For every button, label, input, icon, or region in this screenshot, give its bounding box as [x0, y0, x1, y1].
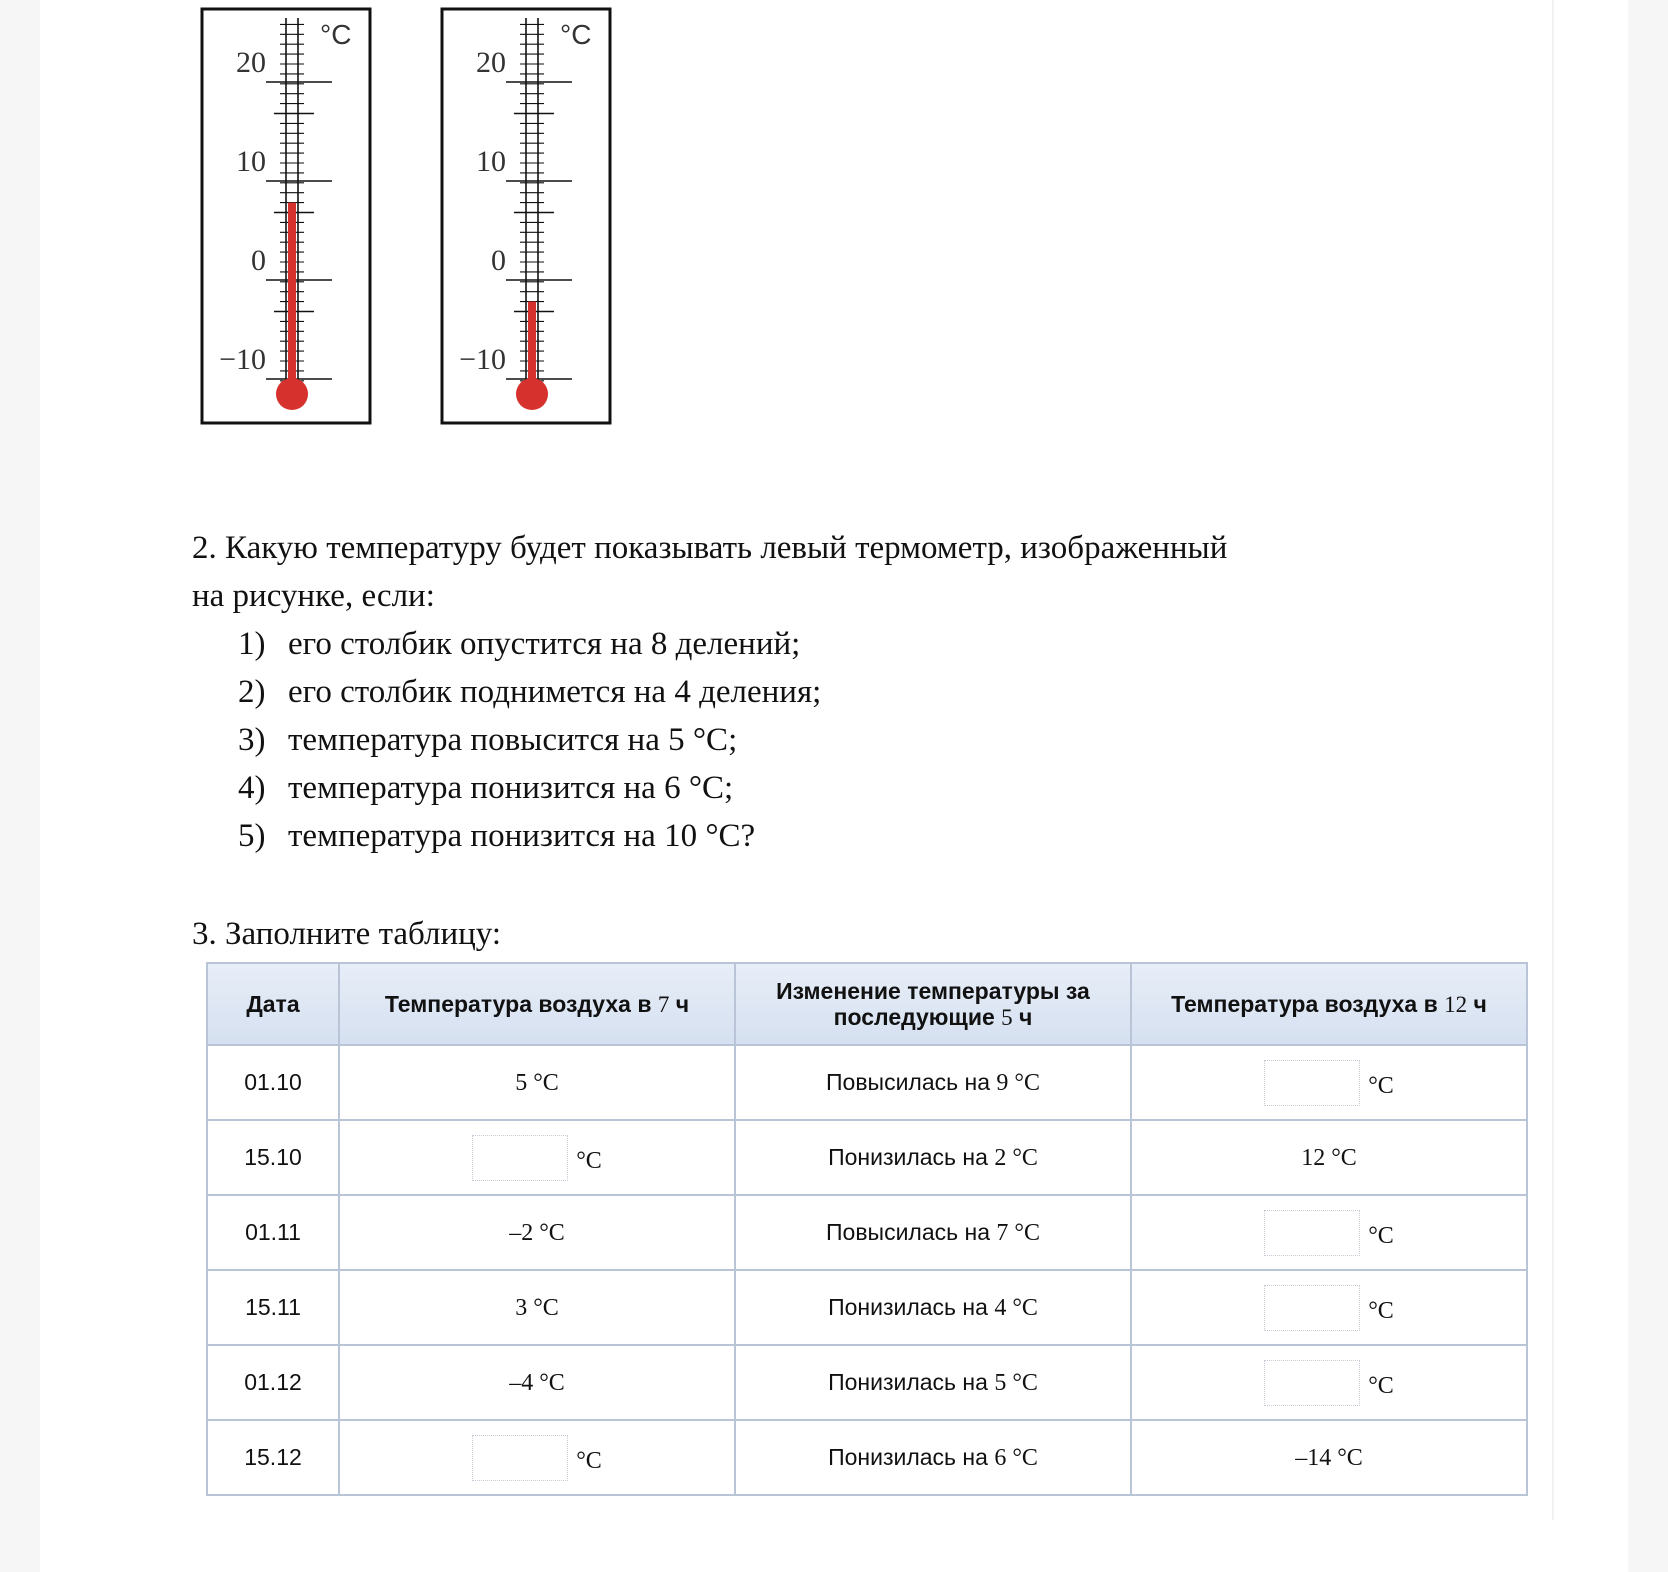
- cell-date: [207, 1270, 339, 1345]
- unit-label: °С: [1368, 1073, 1394, 1099]
- header-change: [735, 963, 1131, 1045]
- question-3-title: 3. Заполните таблицу:: [192, 916, 502, 952]
- table-row: [207, 1345, 1527, 1420]
- question-2-line-1: 2. Какую температуру будет показывать левый термометр, изображенный: [192, 530, 1228, 566]
- cell-change: [735, 1120, 1131, 1195]
- answer-box: [1264, 1060, 1394, 1106]
- header-temp-12h: [1131, 963, 1527, 1045]
- answer-input[interactable]: [472, 1135, 568, 1181]
- item-number: 1): [238, 626, 266, 662]
- cell-change: [735, 1420, 1131, 1495]
- table-row: [207, 1195, 1527, 1270]
- header-text: последующие: [833, 1003, 1002, 1030]
- date-value: 15.10: [244, 1144, 302, 1170]
- question-2-item: [192, 668, 1227, 716]
- question-2-item: [192, 764, 1227, 812]
- change-word: Понизилась на: [828, 1143, 995, 1170]
- answer-input[interactable]: [472, 1435, 568, 1481]
- table-header-row: [207, 963, 1527, 1045]
- header-text: ч: [1467, 990, 1487, 1017]
- cell-change: [735, 1270, 1131, 1345]
- question-2: [192, 524, 1227, 860]
- change-value: 7 °С: [996, 1219, 1040, 1246]
- unit-label: °С: [1368, 1298, 1394, 1324]
- cell-temp-7h: [339, 1270, 735, 1345]
- header-text: ч: [1012, 1003, 1033, 1030]
- temp-7h-value: 5 °С: [515, 1069, 559, 1096]
- table-row: [207, 1270, 1527, 1345]
- table-body: [207, 1045, 1527, 1495]
- change-word: Повысилась на: [826, 1068, 997, 1095]
- scale-label: 0: [251, 244, 266, 277]
- temp-7h-value: –4 °С: [509, 1369, 565, 1396]
- cell-temp-12h: [1131, 1420, 1527, 1495]
- temperature-table-wrap: [206, 962, 1528, 1496]
- temp-7h-value: –2 °С: [509, 1219, 565, 1246]
- item-text: температура понизится на 10 °С?: [288, 818, 756, 854]
- cell-date: [207, 1045, 339, 1120]
- answer-input[interactable]: [1264, 1060, 1360, 1106]
- item-number: 5): [238, 818, 266, 854]
- scale-label: 10: [476, 145, 506, 178]
- thermometers-figure: [200, 0, 660, 460]
- question-2-item: [192, 812, 1227, 860]
- change-value: 5 °С: [994, 1369, 1038, 1396]
- unit-label: °С: [576, 1148, 602, 1174]
- cell-date: [207, 1420, 339, 1495]
- cell-change: [735, 1045, 1131, 1120]
- change-word: Понизилась на: [828, 1293, 995, 1320]
- thermometer-right: [442, 9, 610, 423]
- answer-box: [1264, 1285, 1394, 1331]
- temperature-table: [206, 962, 1528, 1496]
- answer-input[interactable]: [1264, 1285, 1360, 1331]
- unit-label: °C: [560, 19, 592, 50]
- date-value: 01.11: [245, 1219, 301, 1245]
- change-word: Повысилась на: [826, 1218, 997, 1245]
- unit-label: °C: [320, 19, 352, 50]
- item-number: 2): [238, 674, 266, 710]
- mercury-bulb: [276, 378, 308, 410]
- cell-temp-12h: [1131, 1045, 1527, 1120]
- header-number: 5: [1001, 1004, 1013, 1030]
- cell-date: [207, 1345, 339, 1420]
- answer-input[interactable]: [1264, 1210, 1360, 1256]
- cell-date: [207, 1120, 339, 1195]
- date-value: 01.12: [244, 1369, 302, 1395]
- scale-label: 20: [476, 46, 506, 79]
- cell-temp-12h: [1131, 1120, 1527, 1195]
- cell-temp-7h: [339, 1420, 735, 1495]
- cell-temp-12h: [1131, 1270, 1527, 1345]
- temp-12h-value: 12 °С: [1301, 1144, 1357, 1171]
- date-value: 01.10: [244, 1069, 302, 1095]
- change-value: 2 °С: [994, 1144, 1038, 1171]
- header-text: Температура воздуха в: [384, 990, 658, 1017]
- change-word: Понизилась на: [828, 1368, 995, 1395]
- scale-label: 10: [236, 145, 266, 178]
- question-2-item: [192, 620, 1227, 668]
- cell-temp-7h: [339, 1345, 735, 1420]
- scale-label: −10: [459, 343, 506, 376]
- header-number: 7: [657, 991, 670, 1017]
- scale-label: −10: [219, 343, 266, 376]
- header-text: Изменение температуры за: [776, 977, 1090, 1004]
- item-number: 4): [238, 770, 266, 806]
- unit-label: °С: [1368, 1373, 1394, 1399]
- mercury-column: [288, 203, 296, 384]
- cell-change: [735, 1345, 1131, 1420]
- answer-box: [1264, 1360, 1394, 1406]
- cell-temp-7h: [339, 1120, 735, 1195]
- cell-date: [207, 1195, 339, 1270]
- cell-temp-12h: [1131, 1345, 1527, 1420]
- header-text: ч: [669, 990, 690, 1017]
- header-temp-7h: [339, 963, 735, 1045]
- cell-temp-7h: [339, 1195, 735, 1270]
- cell-temp-7h: [339, 1045, 735, 1120]
- cell-change: [735, 1195, 1131, 1270]
- header-text: Температура воздуха в: [1171, 990, 1445, 1017]
- question-2-line-2: на рисунке, если:: [192, 578, 435, 614]
- item-text: температура повысится на 5 °С;: [288, 722, 738, 758]
- mercury-column: [528, 302, 536, 384]
- mercury-bulb: [516, 378, 548, 410]
- item-text: температура понизится на 6 °С;: [288, 770, 734, 806]
- thermometer-left: [202, 9, 370, 423]
- item-number: 3): [238, 722, 266, 758]
- change-value: 6 °С: [994, 1444, 1038, 1471]
- temp-7h-value: 3 °С: [515, 1294, 559, 1321]
- change-value: 4 °С: [994, 1294, 1038, 1321]
- scale-label: 20: [236, 46, 266, 79]
- header-date: Дата: [207, 963, 339, 1045]
- change-word: Понизилась на: [828, 1443, 995, 1470]
- unit-label: °С: [1368, 1223, 1394, 1249]
- header-number: 12: [1444, 991, 1468, 1017]
- scale-label: 0: [491, 244, 506, 277]
- date-value: 15.12: [244, 1444, 302, 1470]
- temp-12h-value: –14 °С: [1295, 1444, 1363, 1471]
- date-value: 15.11: [245, 1294, 301, 1320]
- table-row: [207, 1120, 1527, 1195]
- answer-box: [472, 1135, 602, 1181]
- answer-box: [472, 1435, 602, 1481]
- cell-temp-12h: [1131, 1195, 1527, 1270]
- item-text: его столбик опустится на 8 делений;: [288, 626, 801, 662]
- question-2-item: [192, 716, 1227, 764]
- table-row: [207, 1045, 1527, 1120]
- item-text: его столбик поднимется на 4 деления;: [288, 674, 822, 710]
- table-row: [207, 1420, 1527, 1495]
- answer-input[interactable]: [1264, 1360, 1360, 1406]
- change-value: 9 °С: [996, 1069, 1040, 1096]
- page-edge: [1552, 0, 1554, 1520]
- unit-label: °С: [576, 1448, 602, 1474]
- answer-box: [1264, 1210, 1394, 1256]
